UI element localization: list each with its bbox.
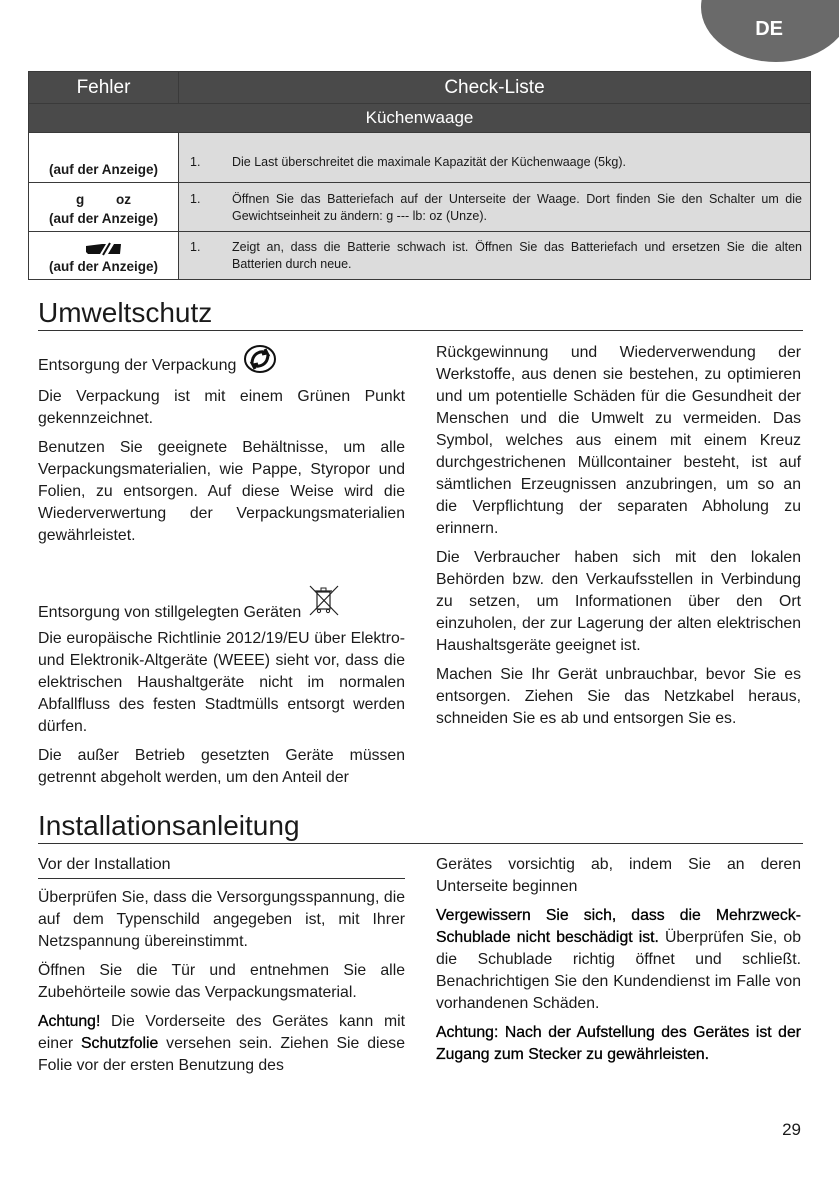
umwelt-right-column <box>436 342 801 737</box>
item-text: Die Last überschreitet die maximale Kapazität der Küchenwaage (5kg). <box>232 155 626 169</box>
header-fehler: Fehler <box>29 72 179 104</box>
paragraph: Öffnen Sie die Tür und entnehmen Sie alle Zubehörteile sowie das Verpackungsmaterial. <box>38 962 405 1001</box>
table-row <box>29 133 811 183</box>
item-number: 1. <box>190 155 201 169</box>
paragraph: Die Verpackung ist mit einem Grünen Punkt gekennzeichnet. <box>38 388 405 427</box>
error-cell <box>29 183 179 232</box>
error-cell <box>29 133 179 183</box>
unit-indicator: g oz <box>76 192 131 207</box>
section-title-umweltschutz: Umweltschutz <box>38 297 803 331</box>
table-subheader-row <box>29 104 811 133</box>
header-check-liste: Check-Liste <box>179 72 811 104</box>
item-number: 1. <box>190 240 201 254</box>
access-warning: Achtung: Nach der Aufstellung des Gerätes ist der Zugang zum Stecker zu gewährleisten. <box>436 1024 801 1063</box>
item-text: Öffnen Sie das Batteriefach auf der Unterseite der Waage. Dort finden Sie den Schalter um die Gewichtseinheit zu ändern: g --- lb: oz (Unze). <box>232 191 802 223</box>
paragraph: Gerätes vorsichtig ab, indem Sie an deren Unterseite beginnen <box>436 856 801 895</box>
troubleshooting-table <box>28 71 811 280</box>
paragraph: Die außer Betrieb gesetzten Geräte müssen getrennt abgeholt werden, um den Anteil der <box>38 747 405 786</box>
paragraph: Rückgewinnung und Wiederverwendung der Werkstoffe, aus denen sie bestehen, zu optimieren und um potentielle Schäden für die Gesundheit der Menschen und die Umwelt zu vermeiden. Das Symbol, welches aus einem mit einem Kreuz durchgestrichenen Müllcontainer besteht, ist auf sämtlichen Erzeugnissen anzubringen, um so an die Verpflichtung der separaten Abholung zu erinnern. <box>436 344 801 537</box>
paragraph: Die Verbraucher haben sich mit den lokalen Behörden bzw. den Verkaufsstellen in Verbindung zu setzen, um Informationen über den Ort einzuholen, der zur Lagerung der alten elektrischen Haushaltsgeräte geeignet ist. <box>436 549 801 654</box>
crossed-bin-icon <box>306 583 342 619</box>
paragraph <box>436 905 801 1015</box>
check-cell <box>179 183 811 232</box>
paragraph: Machen Sie Ihr Gerät unbrauchbar, bevor Sie es entsorgen. Ziehen Sie das Netzkabel heraus, schneiden Sie es ab und entsorgen Sie es. <box>436 666 801 727</box>
language-label: DE <box>755 18 783 40</box>
achtung-label: Achtung! <box>38 1013 101 1030</box>
verpackung-heading-row <box>38 344 405 377</box>
error-label: (auf der Anzeige) <box>48 259 158 274</box>
vergewissern-bold: Vergewissern Sie sich, dass die Mehrzweck-Schublade nicht beschädigt ist. <box>436 907 801 946</box>
verpackung-heading: Entsorgung der Verpackung <box>38 357 237 374</box>
install-right-column <box>436 854 801 1073</box>
section-title-installationsanleitung: Installationsanleitung <box>38 810 803 844</box>
paragraph <box>38 1011 405 1077</box>
paragraph: Benutzen Sie geeignete Behältnisse, um alle Verpackungsmaterialien, wie Pappe, Styropor und Folien, zu entsorgen. Auf diese Weise wird die Wiederverwertung der Verpackungsmaterialien gewährleistet. <box>38 439 405 544</box>
paragraph: Überprüfen Sie, dass die Versorgungsspannung, die auf dem Typenschild angegeben ist, mit Ihrer Netzspannung übereinstimmt. <box>38 889 405 950</box>
error-label: (auf der Anzeige) <box>48 162 158 177</box>
check-cell <box>179 232 811 280</box>
subheader-kuechenwaage: Küchenwaage <box>29 104 811 133</box>
paragraph: Die europäische Richtlinie 2012/19/EU über Elektro- und Elektronik-Altgeräte (WEEE) sieht vor, dass die elektrischen Haushaltgeräte nicht im normalen Abfallfluss des festen Stadtmülls entsorgt werden dürfen. <box>38 630 405 735</box>
error-cell <box>29 232 179 280</box>
table-header-row <box>29 72 811 104</box>
table-row <box>29 232 811 280</box>
paragraph-text: versehen sein. Ziehen Sie diese Folie vor der ersten Benutzung des <box>38 1035 405 1074</box>
geraete-heading-row <box>38 583 405 624</box>
table-row <box>29 183 811 232</box>
schutzfolie-label: Schutzfolie <box>81 1035 159 1052</box>
geraete-heading: Entsorgung von stillgelegten Geräten <box>38 604 302 621</box>
paragraph-text: Die Vorderseite des Gerätes kann mit einer <box>38 1013 405 1052</box>
install-left-column <box>38 854 405 1084</box>
umwelt-left-column <box>38 344 405 796</box>
paragraph-text: Überprüfen Sie, ob die Schublade richtig öffnet und schließt. Benachrichtigen Sie den Kundendienst im Falle von vorhandenen Schäden. <box>436 929 801 1012</box>
vor-installation-heading: Vor der Installation <box>38 854 405 879</box>
error-label: (auf der Anzeige) <box>48 211 158 226</box>
page-number: 29 <box>782 1120 801 1139</box>
battery-icon <box>84 242 124 256</box>
item-number: 1. <box>190 191 201 206</box>
green-dot-icon <box>243 344 277 374</box>
item-text: Zeigt an, dass die Batterie schwach ist. Öffnen Sie das Batteriefach und ersetzen Sie die alten Batterien durch neue. <box>232 240 802 271</box>
check-cell <box>179 133 811 183</box>
